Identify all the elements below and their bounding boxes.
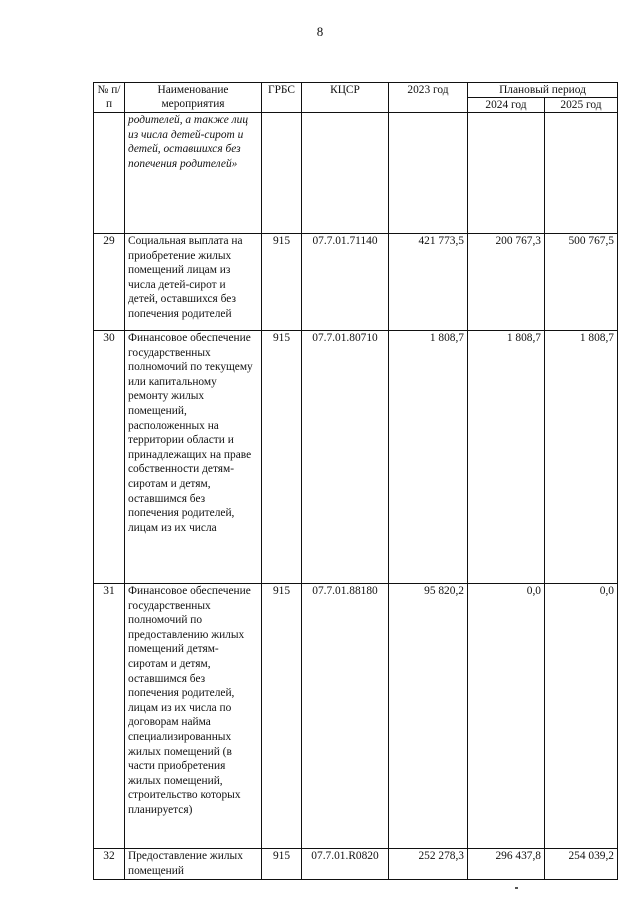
cell-2025: 0,0	[545, 584, 618, 849]
table-row	[94, 849, 618, 880]
cell-2025: 500 767,5	[545, 234, 618, 331]
cell-grbs	[262, 113, 302, 234]
cell-2024	[468, 113, 545, 234]
header-name: Наименование мероприятия	[125, 83, 262, 113]
cell-2025	[545, 113, 618, 234]
cell-name: Финансовое обеспечение государственных полномочий по текущему или капитальному ремонту жилых помещений, расположенных на территории области и принадлежащих на праве собственности детям-сиротам и детям, оставшимся без попечения родителей, лицам из их числа	[125, 331, 262, 584]
table-row	[94, 234, 618, 331]
header-row	[94, 83, 618, 98]
cell-name: родителей, а также лиц из числа детей-сирот и детей, оставшихся без попечения родителей»	[125, 113, 262, 234]
header-2025: 2025 год	[545, 98, 618, 113]
scan-speck	[515, 887, 518, 889]
page-number: 8	[316, 24, 324, 39]
header-num: № п/п	[94, 83, 125, 113]
cell-num: 32	[94, 849, 125, 880]
table-row	[94, 584, 618, 849]
cell-2024: 1 808,7	[468, 331, 545, 584]
cell-2023: 421 773,5	[389, 234, 468, 331]
cell-grbs: 915	[262, 331, 302, 584]
cell-2023: 95 820,2	[389, 584, 468, 849]
cell-2024: 0,0	[468, 584, 545, 849]
cell-kcsr	[302, 113, 389, 234]
cell-num: 29	[94, 234, 125, 331]
cell-name: Социальная выплата на приобретение жилых помещений лицам из числа детей-сирот и детей, оставшихся без попечения родителей	[125, 234, 262, 331]
cell-num: 30	[94, 331, 125, 584]
cell-2025: 254 039,2	[545, 849, 618, 880]
cell-num: 31	[94, 584, 125, 849]
cell-name: Финансовое обеспечение государственных полномочий по предоставлению жилых помещений детям-сиротам и детям, оставшимся без попечения родителей, лицам из их числа по договорам найма специализированных жилых помещений (в части приобретения жилых помещений, строительство которых планируется)	[125, 584, 262, 849]
cell-2025: 1 808,7	[545, 331, 618, 584]
table-row	[94, 331, 618, 584]
cell-grbs: 915	[262, 234, 302, 331]
cell-grbs: 915	[262, 849, 302, 880]
budget-table	[93, 82, 618, 880]
cell-num	[94, 113, 125, 234]
cell-2023	[389, 113, 468, 234]
cell-kcsr: 07.7.01.R0820	[302, 849, 389, 880]
cell-2023: 1 808,7	[389, 331, 468, 584]
header-grbs: ГРБС	[262, 83, 302, 113]
cell-name: Предоставление жилых помещений	[125, 849, 262, 880]
cell-2023: 252 278,3	[389, 849, 468, 880]
cell-2024: 296 437,8	[468, 849, 545, 880]
cell-kcsr: 07.7.01.88180	[302, 584, 389, 849]
cell-grbs: 915	[262, 584, 302, 849]
header-2024: 2024 год	[468, 98, 545, 113]
header-2023: 2023 год	[389, 83, 468, 113]
header-kcsr: КЦСР	[302, 83, 389, 113]
header-planned-period: Плановый период	[468, 83, 618, 98]
cell-kcsr: 07.7.01.80710	[302, 331, 389, 584]
cell-kcsr: 07.7.01.71140	[302, 234, 389, 331]
cell-2024: 200 767,3	[468, 234, 545, 331]
table-row-continuation	[94, 113, 618, 234]
